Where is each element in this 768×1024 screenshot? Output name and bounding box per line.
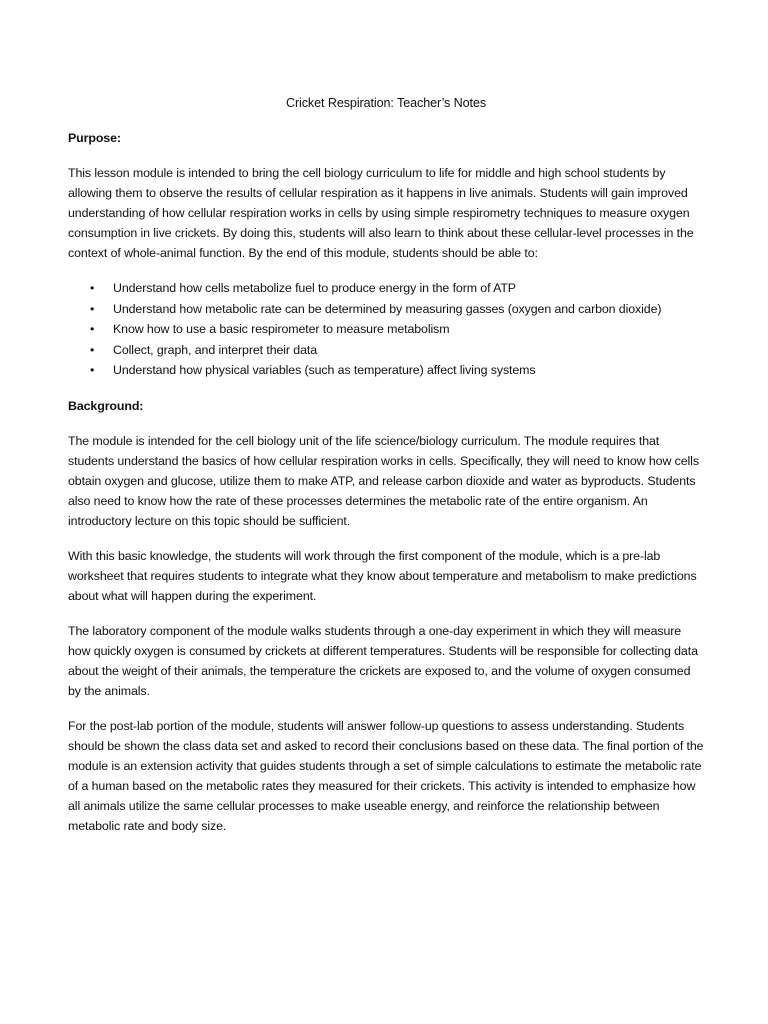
background-paragraph-4: For the post-lab portion of the module, students will answer follow-up questions to assess understanding. Students should be shown the class data set and asked to record their conclusions based on these data. The final portion of the module is an extension activity that guides students through a set of simple calculations to estimate the metabolic rate of a human based on the metabolic rates they measured for their crickets. This activity is intended to emphasize how all animals utilize the same cellular processes to make useable energy, and reinforce the relationship between metabolic rate and body size. <box>68 718 704 833</box>
bullet-icon: • <box>90 281 95 295</box>
objectives-list <box>68 278 704 381</box>
bullet-icon: • <box>90 322 95 336</box>
background-paragraph-2: With this basic knowledge, the students will work through the first component of the module, which is a pre-lab worksheet that requires students to integrate what they know about temperature and metabolism to make predictions about what will happen during the experiment. <box>68 548 697 603</box>
background-paragraph-1: The module is intended for the cell biology unit of the life science/biology curriculum. The module requires that students understand the basics of how cellular respiration works in cells. Specifically, they will need to know how cells obtain oxygen and glucose, utilize them to make ATP, and release carbon dioxide and water as byproducts. Students also need to know how the rate of these processes determines the metabolic rate of the entire organism. An introductory lecture on this topic should be sufficient. <box>68 433 699 528</box>
bullet-icon: • <box>90 301 95 316</box>
purpose-heading: Purpose: <box>68 131 121 145</box>
list-item <box>68 360 704 381</box>
list-item <box>68 278 704 299</box>
purpose-paragraph: This lesson module is intended to bring the cell biology curriculum to life for middle and high school students by allowing them to observe the results of cellular respiration as it happens in live animals. Students will gain improved understanding of how cellular respiration works in cells by using simple respirometry techniques to measure oxygen consumption in live crickets. By doing this, students will also learn to think about these cellular-level processes in the context of whole-animal function. By the end of this module, students should be able to: <box>68 166 694 260</box>
list-item-text: Collect, graph, and interpret their data <box>113 342 318 357</box>
list-item <box>68 340 704 361</box>
list-item-text: Understand how cells metabolize fuel to produce energy in the form of ATP <box>113 281 516 295</box>
document-page <box>68 93 704 851</box>
page-title: Cricket Respiration: Teacher’s Notes <box>285 96 487 110</box>
bullet-icon: • <box>90 342 95 357</box>
background-heading: Background: <box>68 398 144 413</box>
list-item-text: Understand how physical variables (such as temperature) affect living systems <box>113 363 536 377</box>
list-item <box>68 299 704 320</box>
bullet-icon: • <box>90 363 95 377</box>
list-item <box>68 319 704 340</box>
list-item-text: Understand how metabolic rate can be determined by measuring gasses (oxygen and carbon dioxide) <box>113 301 662 316</box>
background-paragraph-3: The laboratory component of the module walks students through a one-day experiment in which they will measure how quickly oxygen is consumed by crickets at different temperatures. Students will be responsible for collecting data about the weight of their animals, the temperature the crickets are exposed to, and the volume of oxygen consumed by the animals. <box>68 623 698 698</box>
list-item-text: Know how to use a basic respirometer to measure metabolism <box>113 322 450 336</box>
